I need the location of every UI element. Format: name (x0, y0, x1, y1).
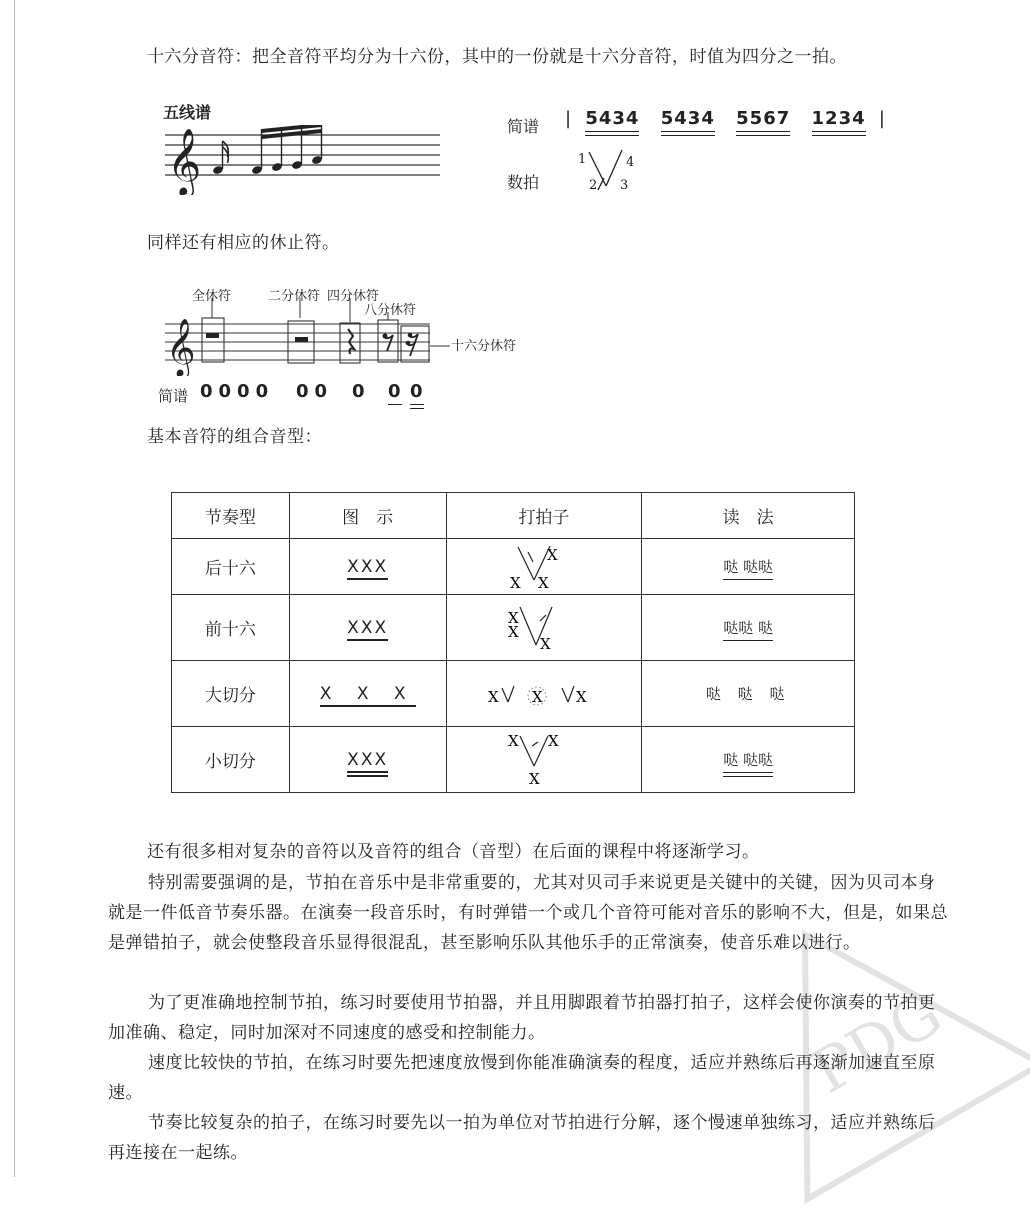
jianpu-group: 5434 (660, 108, 715, 129)
rest-label-sixteenth: 十六分休符 (451, 339, 517, 354)
tap-diagram (484, 674, 604, 714)
rhythm-read: 哒 哒哒 (723, 558, 774, 576)
rest-jianpu-half: 00 (296, 381, 334, 402)
rest-jianpu-quarter: 0 (352, 381, 366, 402)
rhythm-name: 后十六 (172, 539, 290, 595)
rest-jianpu-eighth: 0 (388, 381, 402, 402)
svg-text:X: X (575, 687, 587, 706)
paragraph: 为了更准确地控制节拍，练习时要使用节拍器，并且用脚跟着节拍器打拍子，这样会使你演奏的节拍更加准确、稳定，同时加深对不同速度的感受和控制能力。 (108, 993, 936, 1043)
table-row (172, 661, 855, 727)
rest-jianpu-label: 简谱 (158, 387, 189, 405)
svg-text:X: X (507, 608, 519, 627)
jianpu-group: 5434 (585, 108, 640, 129)
rhythm-name: 大切分 (172, 661, 290, 727)
treble-clef-icon: 𝄞 (166, 318, 196, 376)
sixteenth-staff (165, 125, 445, 195)
table-header: 打拍子 (446, 493, 642, 539)
table-row (172, 595, 855, 661)
rest-label-eighth: 八分休符 (364, 303, 417, 318)
paragraph: 还有很多相对复杂的音符以及音符的组合（音型）在后面的课程中将逐渐学习。 (147, 842, 760, 862)
rhythm-figure: XXX (347, 556, 389, 577)
rhythm-read: 哒哒 哒 (723, 619, 774, 637)
rhythm-table (171, 492, 855, 793)
paragraph: 节奏比较复杂的拍子，在练习时要先以一拍为单位对节拍进行分解，逐个慢速单独练习，适应并熟练后再连接在一起练。 (108, 1113, 936, 1163)
table-header: 节奏型 (172, 493, 290, 539)
rhythm-figure: XXX (347, 617, 389, 638)
svg-text:X: X (539, 634, 551, 653)
tap-diagram (504, 730, 584, 790)
beat-number: 4 (626, 155, 635, 170)
svg-text:PDG: PDG (800, 978, 954, 1108)
rhythm-read: 哒 哒 哒 (705, 685, 791, 703)
rest-jianpu-whole: 0000 (200, 381, 275, 402)
page-edge-line (14, 0, 15, 1177)
svg-text:X: X (507, 622, 519, 641)
svg-text:X: X (546, 545, 558, 564)
paragraph: 速度比较快的节拍，在练习时要先把速度放慢到你能准确演奏的程度，适应并熟练后再逐渐加速直至原速。 (108, 1053, 936, 1103)
table-header: 图 示 (289, 493, 446, 539)
beat-number: 2 (589, 178, 598, 193)
rest-label-whole: 全休符 (192, 289, 232, 304)
table-header-row (172, 493, 855, 539)
table-header: 读 法 (642, 493, 855, 539)
jianpu-group: 1234 (811, 108, 866, 129)
rhythm-name: 前十六 (172, 595, 290, 661)
combo-intro: 基本音符的组合音型： (147, 427, 322, 447)
svg-text:X: X (487, 687, 499, 706)
rest-staff (160, 296, 460, 376)
jianpu-label: 简谱 (507, 117, 540, 136)
rest-label-half: 二分休符 (268, 289, 321, 304)
rhythm-figure: X X X (319, 683, 416, 704)
svg-text:X: X (509, 573, 521, 592)
tap-diagram (504, 601, 584, 655)
rest-jianpu-sixteenth: 0 (410, 381, 424, 402)
beat-number: 1 (578, 152, 587, 167)
tap-diagram (504, 542, 584, 592)
rhythm-figure: XXX (347, 749, 389, 770)
svg-text:X: X (528, 769, 540, 788)
rhythm-name: 小切分 (172, 727, 290, 793)
svg-text:X: X (531, 687, 543, 706)
staff-label: 五线谱 (163, 103, 212, 122)
table-row (172, 539, 855, 595)
paragraph: 特别需要强调的是，节拍在音乐中是非常重要的，尤其对贝司手来说更是关键中的关键，因为贝司本身就是一件低音节奏乐器。在演奏一段音乐时，有时弹错一个或几个音符可能对音乐的影响不大，但是，如果总是弹错拍子，就会使整段音乐显得很混乱，甚至影响乐队其他乐手的正常演奏，使音乐难以进行。 (108, 873, 948, 953)
svg-text:X: X (547, 731, 559, 750)
rhythm-read: 哒 哒哒 (723, 751, 774, 769)
treble-clef-icon: 𝄞 (167, 127, 202, 195)
svg-text:X: X (507, 731, 519, 750)
rest-label-quarter: 四分休符 (327, 289, 380, 304)
jianpu-group: 5567 (736, 108, 791, 129)
table-row (172, 727, 855, 793)
svg-text:X: X (537, 573, 549, 592)
intro-text: 十六分音符：把全音符平均分为十六份，其中的一份就是十六分音符，时值为四分之一拍。 (147, 47, 847, 67)
beat-number: 3 (620, 178, 629, 193)
rest-intro: 同样还有相应的休止符。 (147, 233, 340, 253)
beat-label: 数拍 (507, 173, 540, 192)
jianpu-line: | 5434 5434 5567 1234 | (565, 108, 886, 129)
